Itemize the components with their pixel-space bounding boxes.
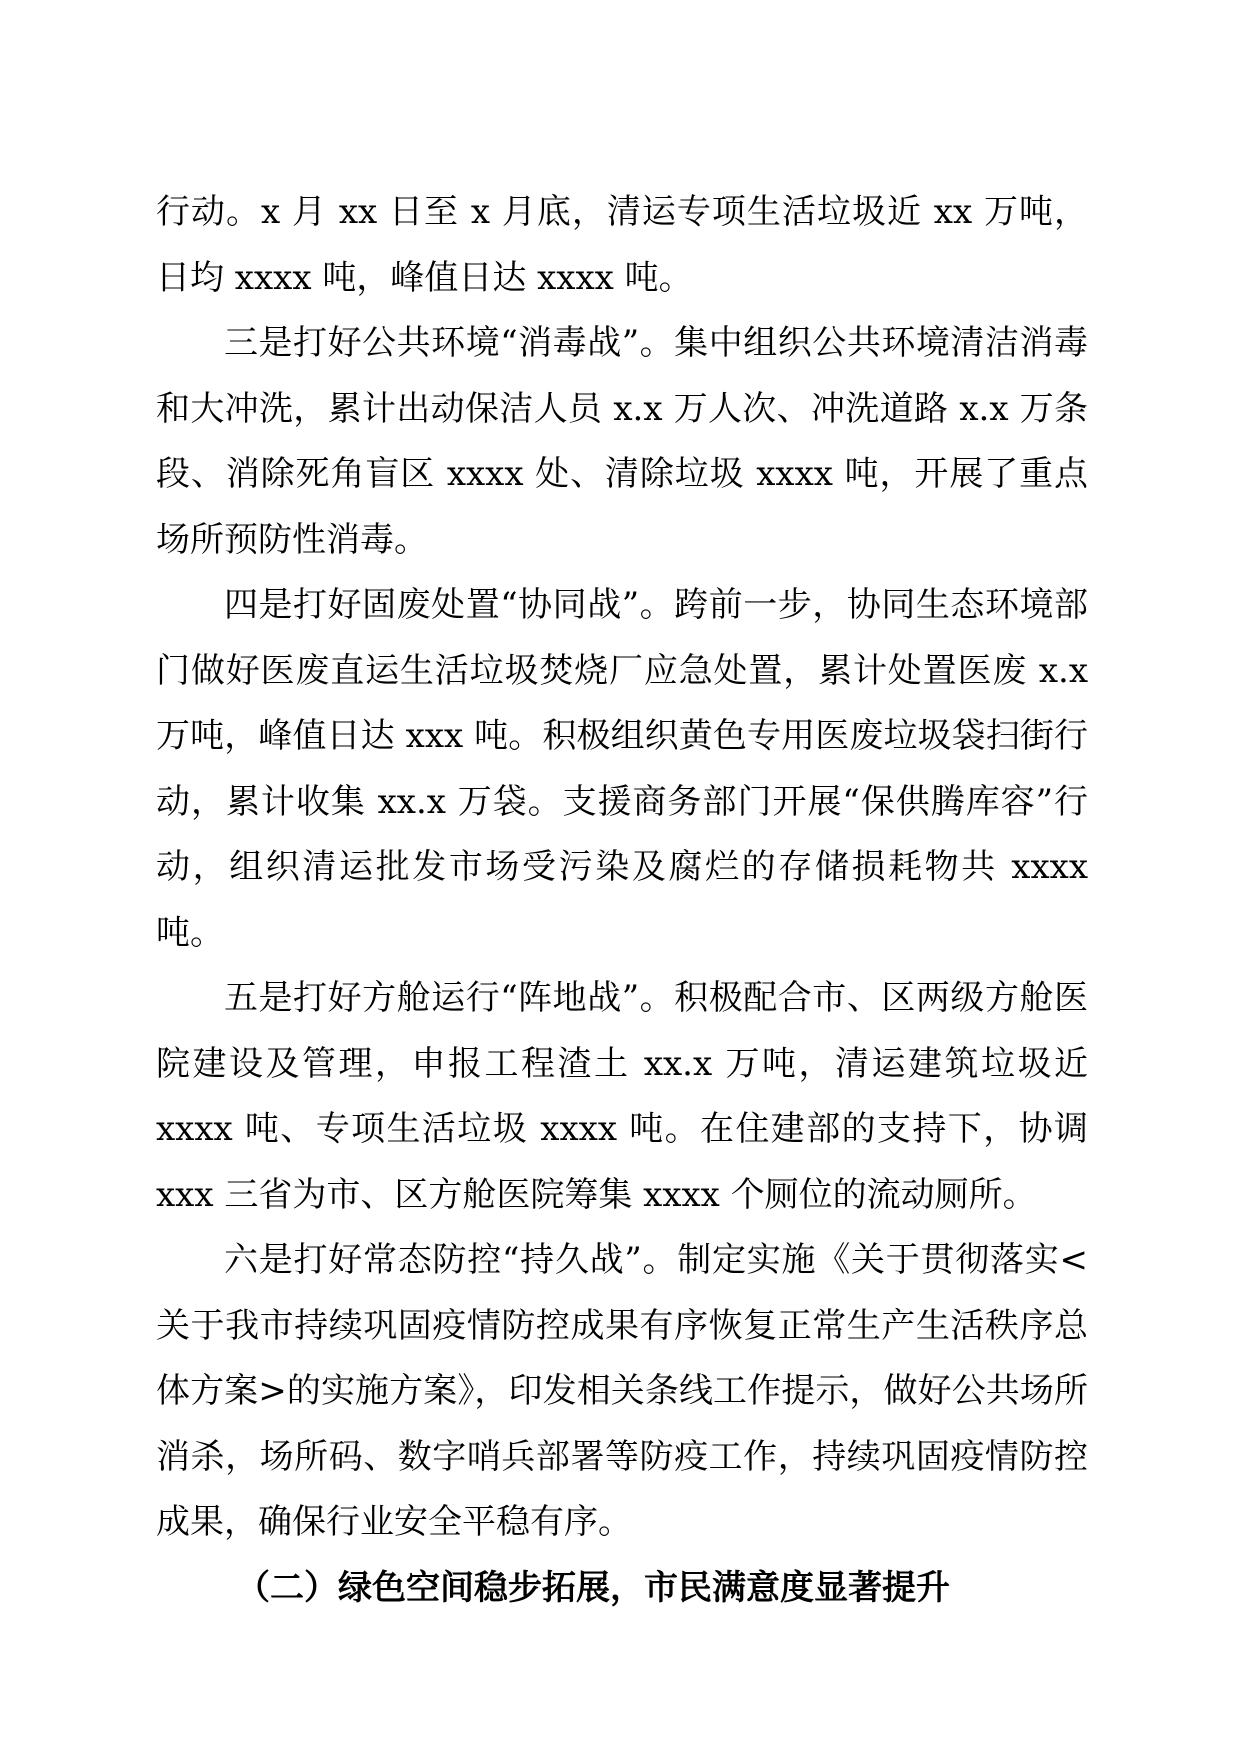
paragraph-continuation: 行动。x 月 xx 日至 x 月底，清运专项生活垃圾近 xx 万吨，日均 xxxx 吨，峰值日达 xxxx 吨。 <box>156 192 1088 298</box>
paragraph-shelter-hospital: 五是打好方舱运行“阵地战”。积极配合市、区两级方舱医院建设及管理，申报工程渣土 xx.x 万吨，清运建筑垃圾近 xxxx 吨、专项生活垃圾 xxxx 吨。在住建部的支持下，协调 xxx 三省为市、区方舱医院筹集 xxxx 个厕位的流动厕所。 <box>156 978 1088 1215</box>
paragraph-disinfection: 三是打好公共环境“消毒战”。集中组织公共环境清洁消毒和大冲洗，累计出动保洁人员 x.x 万人次、冲洗道路 x.x 万条段、消除死角盲区 xxxx 处、清除垃圾 xxxx 吨，开展了重点场所预防性消毒。 <box>156 323 1088 560</box>
paragraph-solid-waste: 四是打好固废处置“协同战”。跨前一步，协同生态环境部门做好医废直运生活垃圾焚烧厂应急处置，累计处置医废 x.x 万吨，峰值日达 xxx 吨。积极组织黄色专用医废垃圾袋扫街行动，累计收集 xx.x 万袋。支援商务部门开展“保供腾库容”行动，组织清运批发市场受污染及腐烂的存储损耗物共 xxxx 吨。 <box>156 585 1088 953</box>
section-heading: （二）绿色空间稳步拓展，市民满意度显著提升 <box>236 1567 950 1608</box>
document-page <box>156 180 1088 1621</box>
paragraph-normal-prevention: 六是打好常态防控“持久战”。制定实施《关于贯彻落实<关于我市持续巩固疫情防控成果有序恢复正常生产生活秩序总体方案>的实施方案》，印发相关条线工作提示，做好公共场所消杀，场所码、数字哨兵部署等防疫工作，持续巩固疫情防控成果，确保行业安全平稳有序。 <box>156 1240 1088 1542</box>
